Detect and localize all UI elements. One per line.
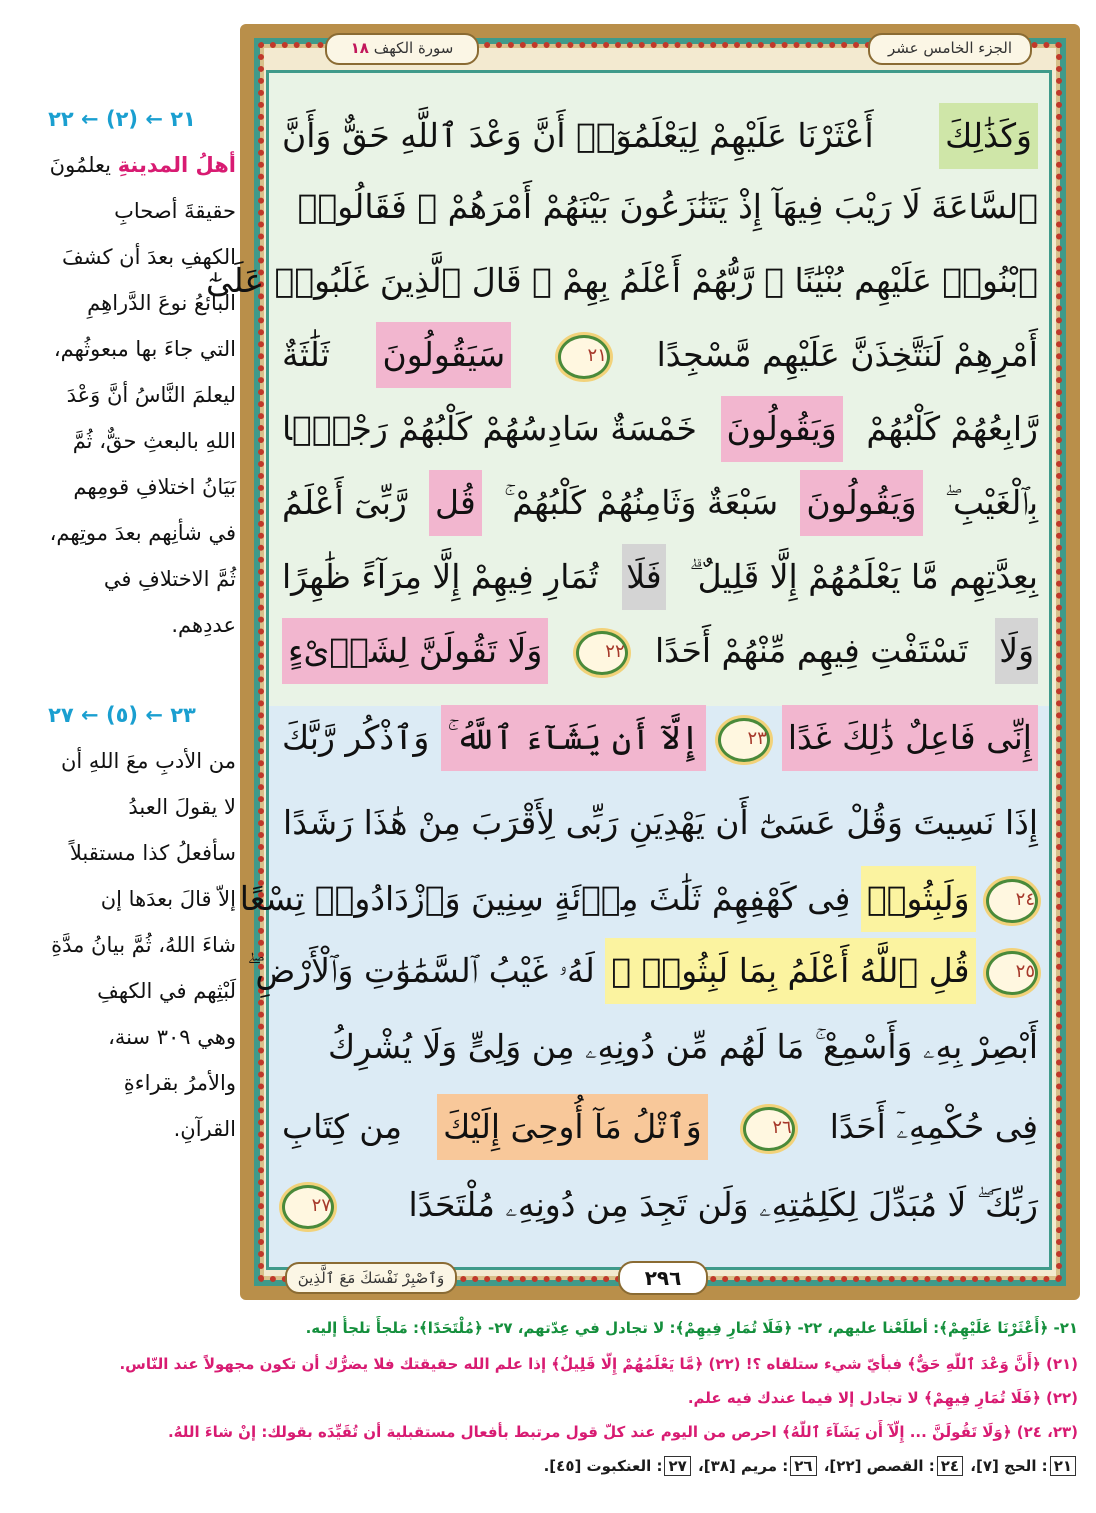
side-note-line: شاءَ اللهُ، ثُمَّ بيانُ مدَّةِ — [51, 933, 236, 957]
word-highlight: إِنِّى فَاعِلٌ ذَٰلِكَ غَدًا — [782, 705, 1038, 771]
sura-number: ١٨ — [350, 39, 369, 57]
ayah-marker: ٢٢ — [576, 631, 628, 675]
line-text: أَبْصِرْ بِهِۦ وَأَسْمِعْ ۚ مَا لَهُم مِّن دُونِهِۦ مِن وَلِىٍّ وَلَا يُشْرِكُ — [327, 1027, 1038, 1066]
side-note-line: اللهِ بالبعثِ حقٌّ، ثُمَّ — [72, 429, 236, 453]
ref-text: : الحج [٧]، — [965, 1457, 1048, 1475]
quran-line-1 — [282, 103, 1038, 169]
line-text: فِى حُكْمِهِۦٓ أَحَدًا — [829, 1107, 1038, 1146]
word-highlight: وَلَا — [995, 618, 1038, 684]
quran-line-3 — [205, 248, 1038, 314]
side-notes-1 — [8, 96, 236, 648]
ref-verse-box: ٢٧ — [664, 1456, 690, 1476]
verse-range-ref: ٢٣ ← (٥) ← ٢٧ — [48, 703, 196, 727]
side-note-line: في شأنِهم بعدَ موتِهم، — [49, 521, 236, 545]
side-note-line: والأمرُ بقراءةِ — [123, 1071, 236, 1095]
reflection-note-1: (٢١) ﴿أَنَّ وَعْدَ ٱللَّهِ حَقٌّ﴾ فبأيّ شيء ستلقاه ؟! (٢٢) ﴿مَّا يَعْلَمُهُمْ إِلَّا قَلِيلٌ﴾ إذا علم الله حقيقتك فلا يضرُّك أن تكون مجهولاً عند النّاس. — [119, 1355, 1078, 1373]
word-highlight: قُل — [429, 470, 482, 536]
side-note-line: ثُمَّ الاختلافِ في — [103, 567, 236, 591]
word-highlight: وَٱتْلُ مَآ أُوحِىَ إِلَيْكَ — [437, 1094, 708, 1160]
side-note-line: لَبْثِهم في الكهفِ — [97, 979, 236, 1003]
line-text: رَّبِّىٓ أَعْلَمُ — [282, 483, 407, 522]
line-text: إِذَا نَسِيتَ وَقُلْ عَسَىٰٓ أَن يَهْدِيَنِ رَبِّى لِأَقْرَبَ مِنْ هَٰذَا رَشَدًا — [283, 803, 1038, 842]
side-notes-2 — [8, 692, 236, 1152]
verse-range-ref: ٢١ ← (٢) ← ٢٢ — [48, 107, 196, 131]
ref-text: : مريم [٣٨]، — [692, 1457, 789, 1475]
word-highlight: سَيَقُولُونَ — [376, 322, 511, 388]
quran-line-7 — [282, 544, 1038, 610]
ayah-marker: ٢٥ — [986, 951, 1038, 995]
line-text: رَبِّكَ ۖ لَا مُبَدِّلَ لِكَلِمَٰتِهِۦ وَلَن تَجِدَ مِن دُونِهِۦ مُلْتَحَدًا — [408, 1185, 1038, 1224]
side-note-line — [8, 142, 236, 188]
quran-line-4 — [282, 322, 1038, 388]
side-note-line: القرآنِ. — [173, 1117, 236, 1141]
quran-line-10 — [282, 790, 1038, 856]
ref-verse-box: ٢٦ — [790, 1456, 816, 1476]
line-text: رَّابِعُهُمْ كَلْبُهُمْ — [866, 409, 1038, 448]
quran-line-12 — [247, 938, 1038, 1004]
line-text: سَبْعَةٌ وَثَامِنُهُمْ كَلْبُهُمْ ۚ — [503, 483, 779, 522]
line-text: فِى كَهْفِهِمْ ثَلَٰثَ مِا۟ئَةٍ سِنِينَ وَٱزْدَادُوا۟ تِسْعًا — [239, 879, 851, 918]
cross-references — [20, 1454, 1078, 1478]
quran-line-5 — [282, 396, 1038, 462]
line-text: لَهُۥ غَيْبُ ٱلسَّمَٰوَٰتِ وَٱلْأَرْضِ ۖ — [247, 951, 595, 990]
line-text: أَعْثَرْنَا عَلَيْهِمْ لِيَعْلَمُوٓا۟ أَنَّ وَعْدَ ٱللَّهِ حَقٌّ وَأَنَّ — [282, 116, 874, 155]
line-text: ٱبْنُوا۟ عَلَيْهِم بُنْيَٰنًا ۖ رَّبُّهُمْ أَعْلَمُ بِهِمْ ۚ قَالَ ٱلَّذِينَ غَلَبُوا۟ عَلَىٰٓ — [205, 261, 1038, 300]
side-note-line: الكهفِ بعدَ أن كشفَ — [62, 245, 236, 269]
side-note-highlight: أهلُ المدينةِ — [117, 153, 236, 177]
line-text: مِن كِتَابِ — [282, 1107, 403, 1146]
ref-text: : العنكبوت [٤٥]. — [543, 1457, 663, 1475]
quran-line-13 — [282, 1014, 1038, 1080]
quran-line-15 — [282, 1172, 1038, 1238]
ayah-marker: ٢٧ — [282, 1185, 334, 1229]
ref-verse-box: ٢٤ — [937, 1456, 963, 1476]
reflection-note-3: (٢٣، ٢٤) ﴿وَلَا تَقُولَنَّ ... إِلَّآ أَن يَشَآءَ ٱللَّهُ﴾ احرص من اليوم عند كلّ قول مرتبط بأفعال مستقبلية أن تُقَيِّدَه بقولك: إنْ شاءَ اللهُ. — [167, 1423, 1078, 1441]
side-note-line: سأفعلُ كذا مستقبلاً — [69, 841, 236, 865]
line-text: ٱلسَّاعَةَ لَا رَيْبَ فِيهَآ إِذْ يَتَنَٰزَعُونَ بَيْنَهُمْ أَمْرَهُمْ ۖ فَقَالُوا۟ — [297, 187, 1038, 226]
line-text: بِعِدَّتِهِم مَّا يَعْلَمُهُمْ إِلَّا قَلِيلٌ ۗ — [689, 557, 1038, 596]
word-highlight: إِلَّآ أَن يَشَآءَ ٱللَّهُ ۚ — [441, 705, 705, 771]
quran-line-14 — [282, 1094, 1038, 1160]
side-note-line: عددِهم. — [171, 613, 236, 637]
reflection-note-2: (٢٢) ﴿فَلَا تُمَارِ فِيهِمْ﴾ لا تجادل إلا فيما عندك فيه علم. — [687, 1389, 1078, 1407]
ref-verse-box: ٢١ — [1050, 1456, 1076, 1476]
side-note-line: لا يقولَ العبدُ — [128, 795, 236, 819]
line-text: وَٱذْكُر رَّبَّكَ — [282, 718, 430, 757]
word-highlight: وَيَقُولُونَ — [800, 470, 922, 536]
line-text: تُمَارِ فِيهِمْ إِلَّا مِرَآءً ظَٰهِرًا — [282, 557, 599, 596]
side-note-line: حقيقةَ أصحابِ — [114, 199, 236, 223]
ayah-marker: ٢٣ — [718, 718, 770, 762]
word-highlight: وَلَبِثُوا۟ — [861, 866, 976, 932]
side-note-line: وهي ٣٠٩ سنة، — [108, 1025, 236, 1049]
word-highlight: وَيَقُولُونَ — [721, 396, 843, 462]
quran-line-2 — [282, 174, 1038, 240]
word-highlight: وَكَذَٰلِكَ — [939, 103, 1038, 169]
word-highlight: وَلَا تَقُولَنَّ لِشَا۟ىْءٍ — [282, 618, 548, 684]
quran-line-9 — [282, 705, 1038, 771]
line-text: ثَلَٰثَةٌ — [282, 335, 330, 374]
side-note-line: إلاّ قالَ بعدَها إن — [100, 887, 236, 911]
word-meanings-note: ٢١- ﴿أَعْثَرْنَا عَلَيْهِمْ﴾: أطلَعْنا عليهم، ٢٢- ﴿فَلَا تُمَارِ فِيهِمْ﴾: لا تجادل في عِدّتهم، ٢٧- ﴿مُلْتَحَدًا﴾: مَلجأً تلجأُ إليه. — [305, 1319, 1078, 1337]
word-highlight: قُلِ ٱللَّهُ أَعْلَمُ بِمَا لَبِثُوا۟ ۖ — [605, 938, 975, 1004]
side-note-line: بَيَانُ اختلافِ قومِهم — [73, 475, 236, 499]
line-text: تَسْتَفْتِ فِيهِم مِّنْهُمْ أَحَدًا — [654, 631, 968, 670]
line-text: أَمْرِهِمْ لَنَتَّخِذَنَّ عَلَيْهِم مَّسْجِدًا — [656, 335, 1038, 374]
quran-line-8 — [282, 618, 1038, 684]
side-note-line: البائعُ نوعَ الدَّراهِمِ — [87, 291, 236, 315]
side-note-line: ليعلمَ النَّاسُ أنَّ وَعْدَ — [66, 383, 236, 407]
catchword: وَٱصْبِرْ نَفْسَكَ مَعَ ٱلَّذِينَ — [285, 1262, 457, 1294]
side-note-line: التي جاءَ بها مبعوثُهم، — [53, 337, 236, 361]
ref-text: : القصص [٢٢]، — [818, 1457, 935, 1475]
line-text: خَمْسَةٌ سَادِسُهُمْ كَلْبُهُمْ رَجْمًۢا — [282, 409, 697, 448]
ayah-marker: ٢١ — [558, 335, 610, 379]
word-highlight: فَلَا — [622, 544, 665, 610]
sura-name: سورة الكهف — [373, 39, 454, 57]
side-note-line: من الأدبِ معَ اللهِ أن — [61, 749, 236, 773]
quran-line-11 — [239, 866, 1038, 932]
page-number: ٢٩٦ — [618, 1261, 708, 1295]
quran-line-6 — [282, 470, 1038, 536]
line-text: بِٱلْغَيْبِ ۖ — [944, 483, 1039, 522]
ayah-marker: ٢٦ — [743, 1107, 795, 1151]
side-note-text: يعلمُونَ — [49, 153, 111, 177]
sura-label — [325, 33, 479, 65]
juz-label: الجزء الخامس عشر — [868, 33, 1032, 65]
ayah-marker: ٢٤ — [986, 879, 1038, 923]
